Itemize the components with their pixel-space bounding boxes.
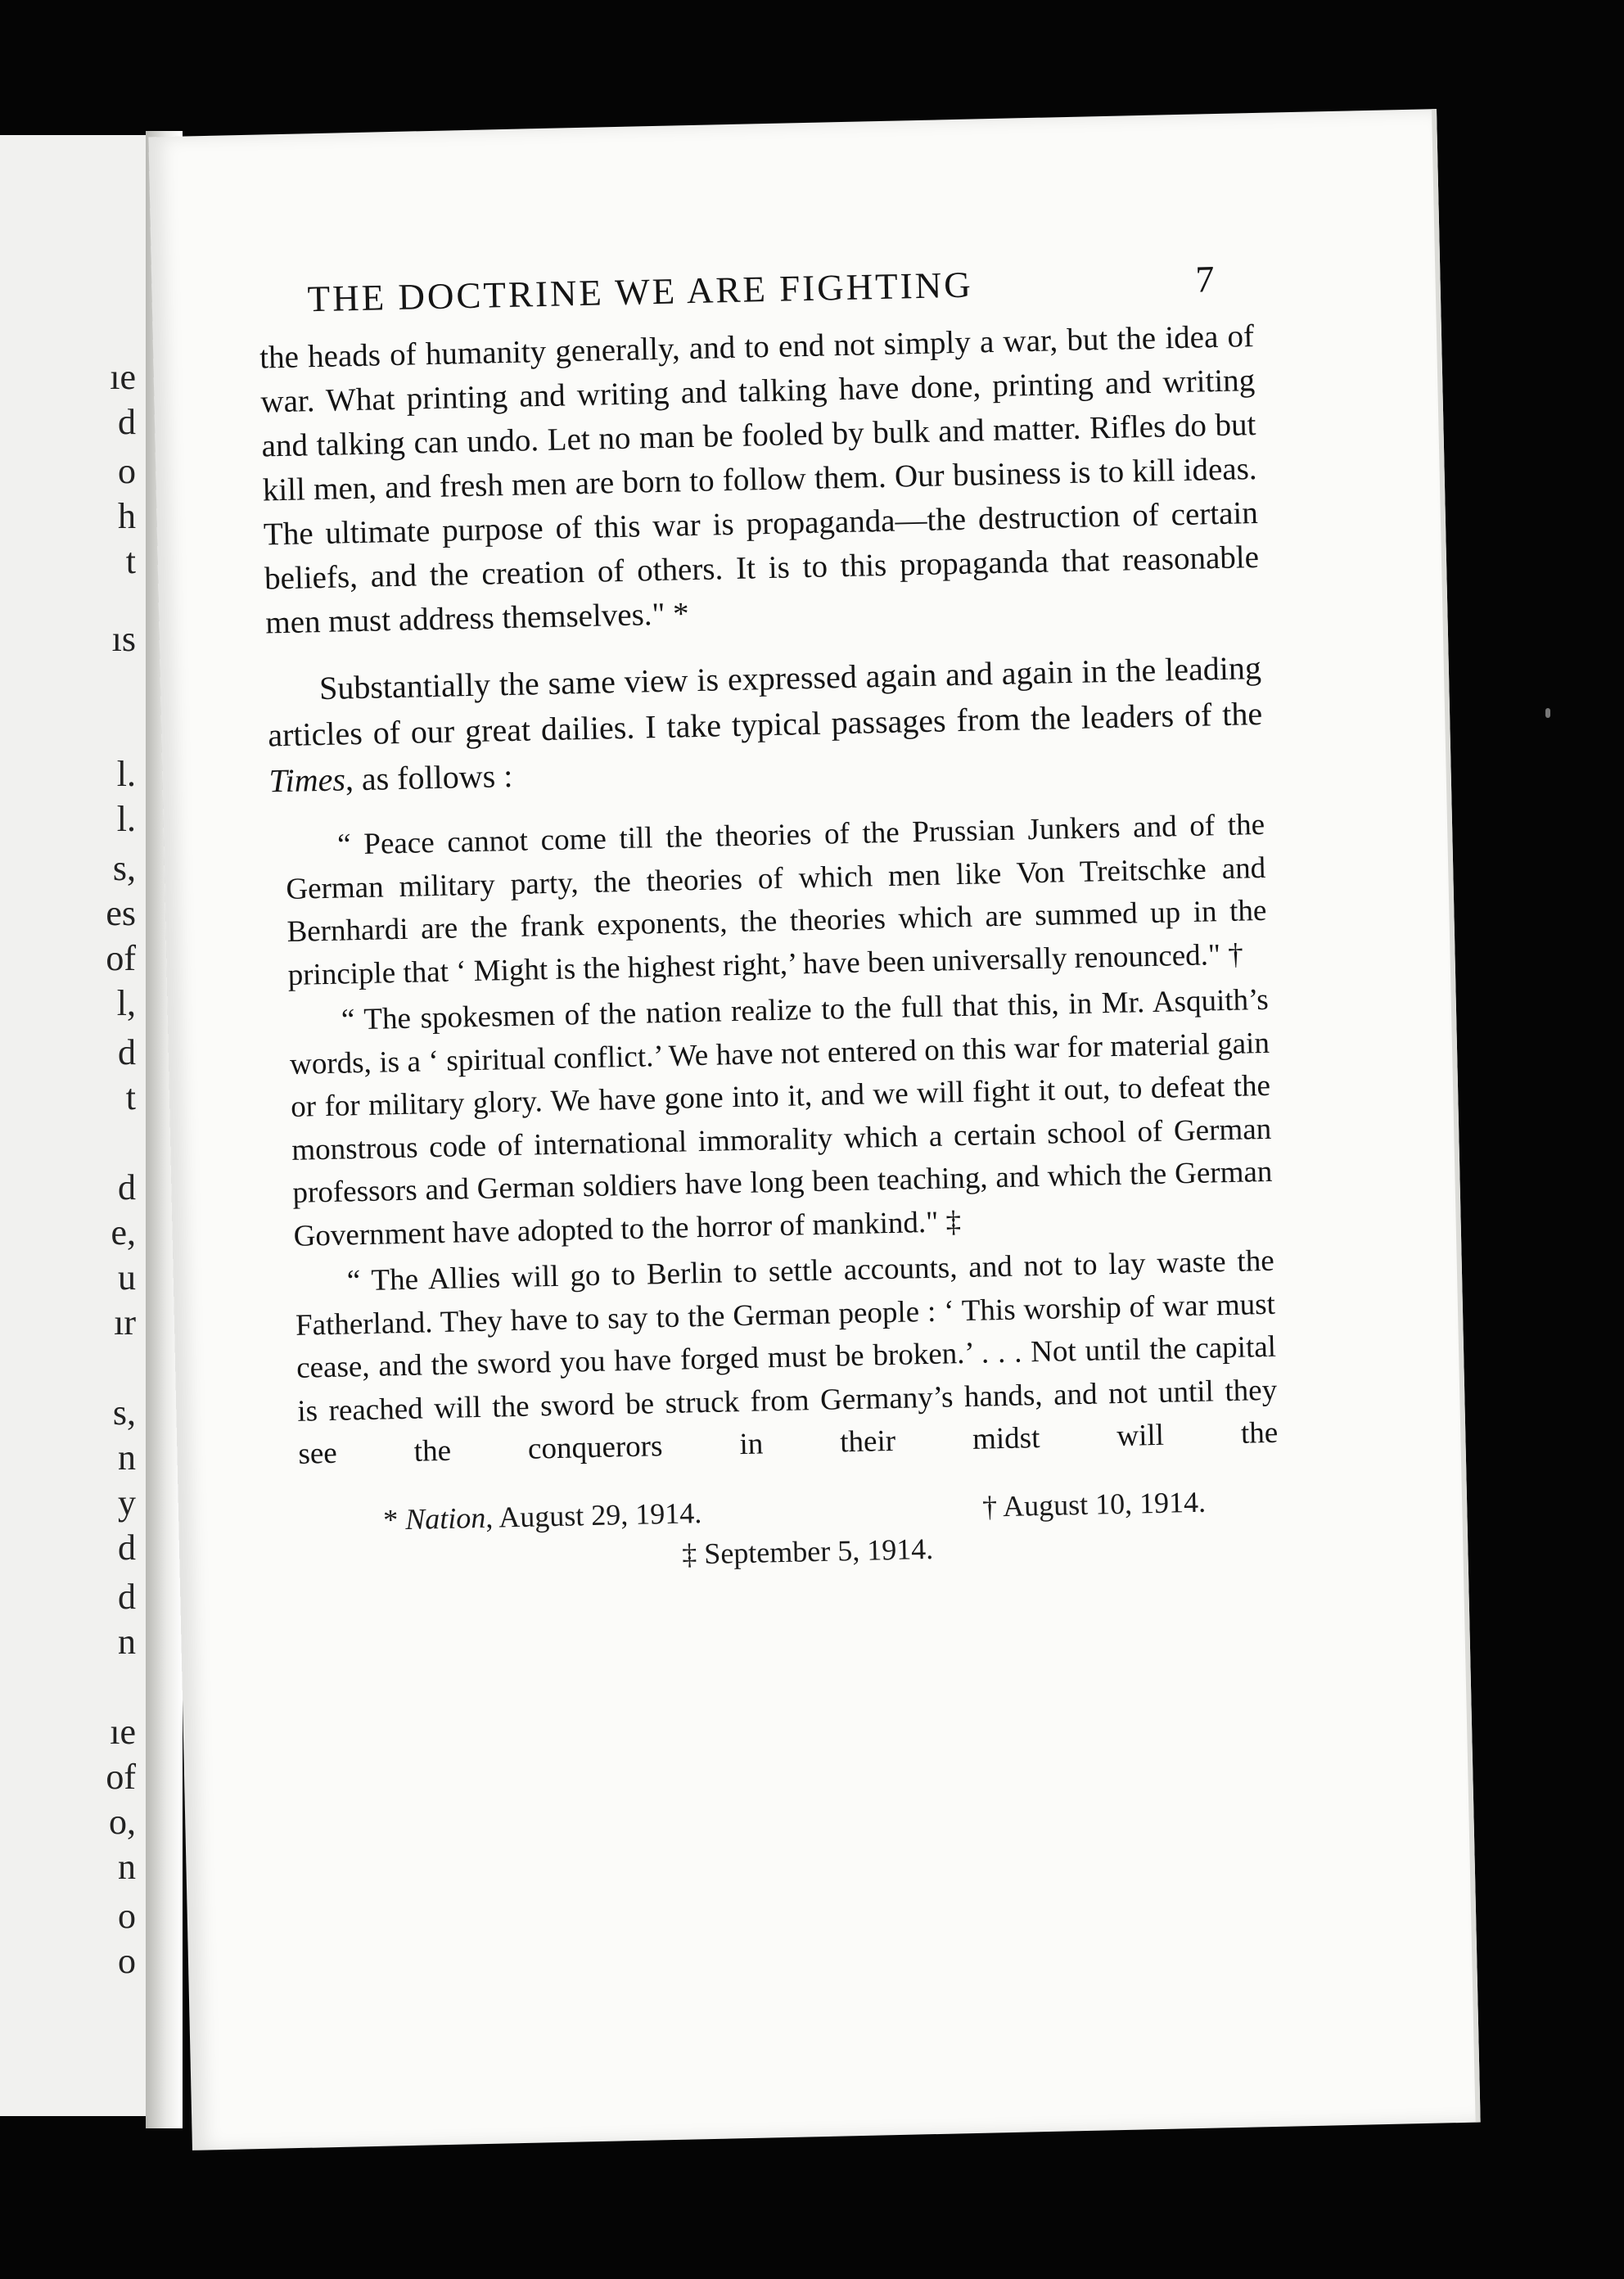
body-paragraph-2-text: Substantially the same view is expressed again and again in the leading articles of our great dailies. I take typical passages from the leaders of the xyxy=(267,648,1263,754)
body-paragraph-1: the heads of humanity generally, and to end not simply a war, but the idea of war. What printing and writing and talking have done, printing and writing and talking can undo. Let no man be fooled by bulk and matter. Rifles do but kill men, and fresh men are born to follow them. Our business is to kill ideas. The ultimate purpose of this war is propaganda—the destruction of certain beliefs, and the creation of others. It is to this propaganda that reasonable men must address themselves." * xyxy=(259,318,1260,641)
previous-page-fragment: n xyxy=(118,1437,136,1478)
previous-page-fragment: o xyxy=(118,451,136,491)
previous-page-fragment: ıe xyxy=(110,357,136,397)
previous-page-fragment: d xyxy=(118,1577,136,1617)
previous-page-fragment: y xyxy=(118,1482,136,1523)
previous-page-fragment: of xyxy=(106,1757,136,1797)
quotation-3: “ The Allies will go to Berlin to settle accounts, and not to lay waste the Fatherland. They have to say to the German people : ‘ This worship of war must cease, and the sword you have forged must be broken.’ . . . Not until the capital is reached will the sword be struck from Germany’s hands, and not until they see the conquerors in their midst will the xyxy=(295,1243,1279,1471)
body-paragraph-2-end: , as follows : xyxy=(345,756,513,798)
previous-page-fragment: d xyxy=(118,1167,136,1207)
previous-page-fragment: e, xyxy=(111,1212,136,1252)
previous-page-fragment: ır xyxy=(114,1302,136,1343)
previous-page-fragment: s, xyxy=(112,1392,136,1433)
previous-page-fragment: o, xyxy=(109,1802,136,1842)
running-head-title: THE DOCTRINE WE ARE FIGHTING xyxy=(307,264,974,320)
previous-page-fragment: d xyxy=(118,1528,136,1568)
previous-page-fragment: t xyxy=(125,541,136,581)
previous-page-fragment: d xyxy=(118,1032,136,1072)
previous-page-fragment: l. xyxy=(116,754,136,794)
previous-page-fragment: of xyxy=(106,938,136,978)
previous-page-fragment: n xyxy=(118,1622,136,1662)
quotation-2: “ The spokesmen of the nation realize to the full that this, in Mr. Asquith’s words, is a ‘ spiritual conflict.’ We have not entered on this war for material gain or for military glory. We have gone into it, and we will fight it out, to defeat the monstrous code of international immorality which a certain school of German professors and German soldiers have long been teaching, and which the German Government have adopted to the horror of mankind." ‡ xyxy=(289,982,1273,1253)
previous-page-fragment: l. xyxy=(116,799,136,839)
previous-page-fragment: l, xyxy=(116,983,136,1023)
previous-page-fragment: ıs xyxy=(111,619,136,659)
footnote-1 xyxy=(383,1492,702,1540)
footnote-1-source: Nation xyxy=(404,1501,486,1536)
body-paragraph-2 xyxy=(267,645,1264,804)
previous-page-fragment: n xyxy=(118,1847,136,1887)
scan-speck xyxy=(1545,708,1550,718)
previous-page-fragment: o xyxy=(118,1941,136,1981)
previous-page-fragment: o xyxy=(118,1896,136,1936)
footnote-1-date: , August 29, 1914. xyxy=(485,1496,702,1534)
footnote-3: ‡ September 5, 1914. xyxy=(681,1532,934,1571)
footnote-1-mark: * xyxy=(382,1502,406,1537)
previous-page-fragment: t xyxy=(125,1077,136,1117)
times-title: Times xyxy=(268,760,346,800)
previous-page-fragment: h xyxy=(118,496,136,536)
page-content xyxy=(258,256,1280,1583)
footnote-2: † August 10, 1914. xyxy=(981,1485,1207,1523)
previous-page-fragment: d xyxy=(118,402,136,442)
running-head xyxy=(307,257,1216,320)
previous-page-fragment: es xyxy=(106,893,136,933)
quotation-1: “ Peace cannot come till the theories of the Prussian Junkers and of the German military party, the theories of which men like Von Treitschke and Bernhardi are the frank exponents, the theories which are summed up in the principle that ‘ Might is the highest right,’ have been universally renounced." † xyxy=(285,807,1267,992)
footnotes xyxy=(285,1479,1281,1582)
book-page xyxy=(148,109,1480,2150)
previous-page-fragment: ıe xyxy=(110,1712,136,1752)
previous-page-fragment: u xyxy=(118,1257,136,1297)
previous-page-edge xyxy=(0,135,154,2116)
page-number: 7 xyxy=(1194,258,1216,300)
previous-page-fragment: s, xyxy=(112,848,136,888)
